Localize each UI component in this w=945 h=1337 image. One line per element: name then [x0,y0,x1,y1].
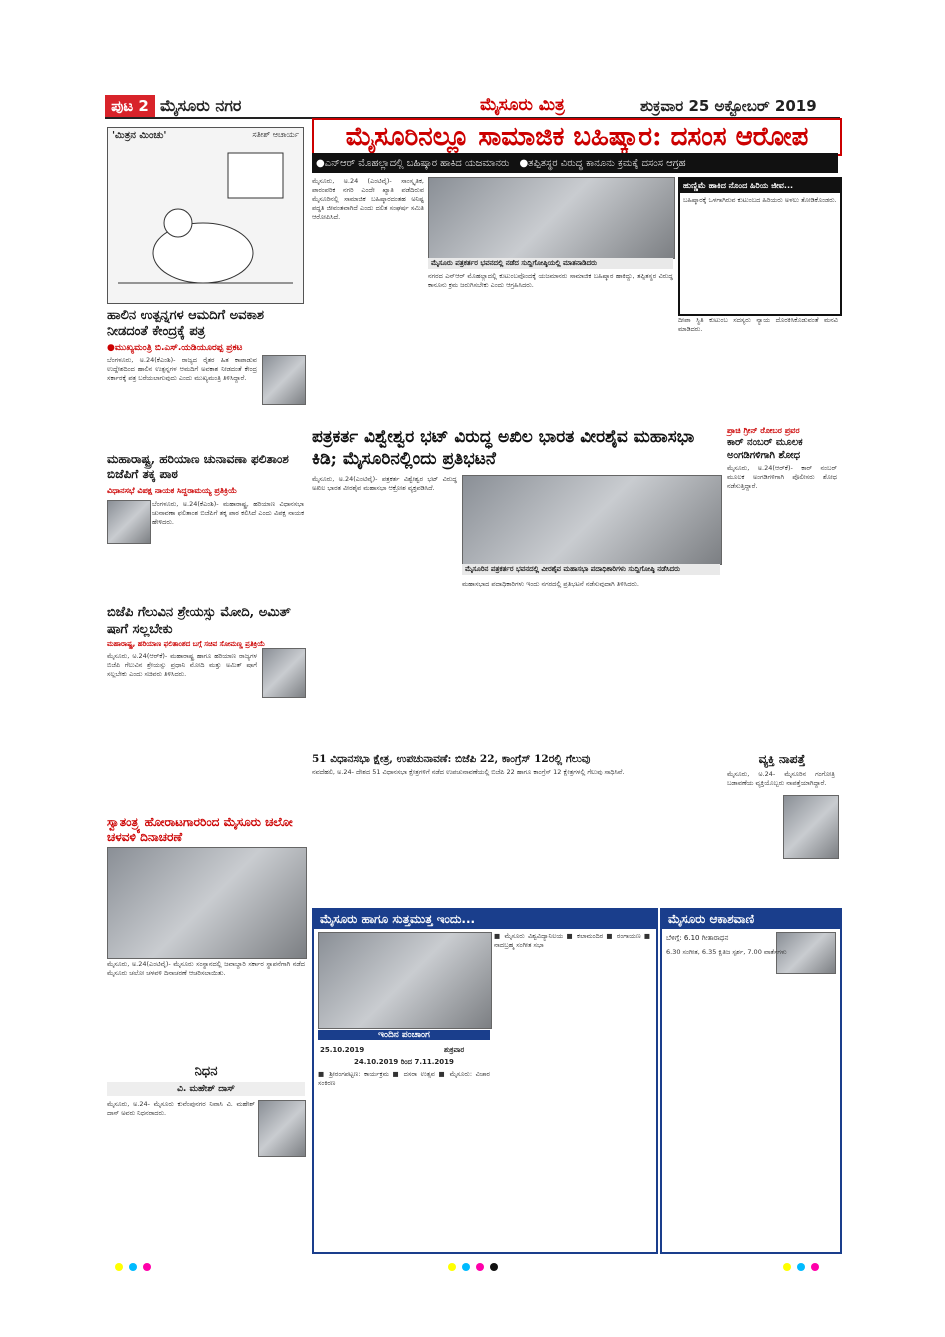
story6-caption: ಮೈಸೂರಿನ ಪತ್ರಕರ್ತರ ಭವನದಲ್ಲಿ ವೀರಶೈವ ಮಹಾಸಭಾ ಪದಾಧಿಕಾರಿಗಳು ಸುದ್ದಿಗೋಷ್ಠಿ ನಡೆಸಿದರು [462,564,720,575]
story4-body: ಮೈಸೂರು, ಅ.24(ಆರ್‌ಕೆ)- ಮಹಾರಾಷ್ಟ್ರ ಹಾಗೂ ಹರಿಯಾಣ ರಾಜ್ಯಗಳ ಬಿಜೆಪಿ ಗೆಲುವಿನ ಶ್ರೇಯಸ್ಸು ಪ್ರಧಾನಿ ಮೋದಿ ಮತ್ತು ಅಮಿತ್ ಷಾಗೆ ಸಲ್ಲಬೇಕು ಎಂದು ಸಚಿವರು ತಿಳಿಸಿದರು. [107,652,257,678]
cartoon-credit: ಸತೀಶ್ ಆಚಾರ್ಯ [252,130,299,139]
lead-quote-body: ಬಹಿಷ್ಕಾರಕ್ಕೆ ಒಳಗಾಗಿರುವ ಕುಟುಂಬದ ಹಿರಿಯರು ಅಳಲು ತೋಡಿಕೊಂಡರು. [683,196,837,204]
lead-body-col3: ದೀಪಾ ಸ್ಥಿತಿ ಕುಟುಂಬ ಸದಸ್ಯರು ನ್ಯಾಯ ದೊರಕಿಸಿಕೊಡುವಂತೆ ಮನವಿ ಮಾಡಿದರು. [678,316,838,333]
page-number-badge: ಪುಟ 2 [105,95,155,117]
lead-quote-box [678,177,842,316]
panchanga-title: ಇಂದಿನ ಪಂಚಾಂಗ [318,1030,490,1040]
story9-body: ಮೈಸೂರು, ಅ.24- ಮೈಸೂರಿನ ಗಂಗೋತ್ರಿ ಬಡಾವಣೆಯ ವ್ಯಕ್ತಿಯೊಬ್ಬರು ನಾಪತ್ತೆಯಾಗಿದ್ದಾರೆ. [727,770,835,787]
panchanga-date: 25.10.2019 [320,1046,365,1054]
story4-sub: ಮಹಾರಾಷ್ಟ್ರ, ಹರಿಯಾಣ ಫಲಿತಾಂಶದ ಬಗ್ಗೆ ಸಚಿವ ಸೋಮಣ್ಣ ಪ್ರತಿಕ್ರಿಯೆ [107,640,266,648]
lead-quote-head: ಹುಣ್ಣಿಮೆ ಹಾಕಿದ ನೊಂದ ಹಿರಿಯ ಜೀವ... [680,179,840,193]
story7-body: ಮೈಸೂರು, ಅ.24(ಆರ್‌ಕೆ)- ಕಾರ್ ನಂಬರ್ ಮೂಲಕ ಅಂಗಡಿಗಳಿಗಾಗಿ ಪೊಲೀಸರು ಶೋಧ ನಡೆಸುತ್ತಿದ್ದಾರೆ. [727,464,837,490]
panchanga-range: 24.10.2019 ರಿಂದ 7.11.2019 [354,1058,454,1066]
story5-headline: ಸ್ವಾತಂತ್ರ್ಯ ಹೋರಾಟಗಾರರಿಂದ ಮೈಸೂರು ಚಲೋ ಚಳವಳಿ ದಿನಾಚರಣೆ [107,815,293,844]
radio-box [660,908,842,1254]
story6-photo [462,475,722,565]
lead-photo-caption: ಮೈಸೂರು ಪತ್ರಕರ್ತರ ಭವನದಲ್ಲಿ ನಡೆದ ಸುದ್ದಿಗೋಷ್ಠಿಯಲ್ಲಿ ಮಾತನಾಡಿದರು [428,258,673,269]
obit-headline: ನಿಧನ [194,1064,218,1079]
lead-sub1: ●ಎನ್‌ಆರ್ ಮೊಹಲ್ಲಾದಲ್ಲಿ ಬಹಿಷ್ಕಾರ ಹಾಕಿದ ಯಜಮಾನರು [316,157,510,169]
story7-box [727,426,837,764]
palace-photo [318,932,492,1029]
lead-sub2: ●ತಪ್ಪಿತಸ್ಥರ ವಿರುದ್ಧ ಕಾನೂನು ಕ್ರಮಕ್ಕೆ ದಸಂಸ ಆಗ್ರಹ [519,157,686,169]
cartoon-title: 'ಮಿತ್ರನ ಮಿಂಚು' [112,130,167,141]
yediyurappa-photo [262,355,306,405]
story2-sub: ●ಮುಖ್ಯಮಂತ್ರಿ ಬಿ.ಎಸ್.ಯಡಿಯೂರಪ್ಪ ಪ್ರಕಟ [107,343,243,353]
story8-body: ನವದೆಹಲಿ, ಅ.24- ದೇಶದ 51 ವಿಧಾನಸಭಾ ಕ್ಷೇತ್ರಗಳಿಗೆ ನಡೆದ ಉಪಚುನಾವಣೆಯಲ್ಲಿ ಬಿಜೆಪಿ 22 ಹಾಗೂ ಕಾಂಗ್ರೆಸ್ 12 ಕ್ಷೇತ್ರಗಳಲ್ಲಿ ಗೆಲುವು ಸಾಧಿಸಿವೆ. [312,768,625,776]
story6-body-col1: ಮೈಸೂರು, ಅ.24(ಎಂಟಿವೈ)- ಪತ್ರಕರ್ತ ವಿಶ್ವೇಶ್ವರ ಭಟ್ ವಿರುದ್ಧ ಅಖಿಲ ಭಾರತ ವೀರಶೈವ ಮಹಾಸಭಾ ಆಕ್ರೋಶ ವ್ಯಕ್ತಪಡಿಸಿದೆ. [312,475,457,492]
today-events-col1: ■ ಶ್ರೀರಂಗಪಟ್ಟಣ: ಕಾರ್ಯಕ್ರಮ ■ ದಸರಾ ಉತ್ಸವ ■ ಮೈಸೂರು: ವಿಚಾರ ಸಂಕಿರಣ [318,1070,490,1087]
registration-marks-center [445,1256,501,1275]
story6-headline: ಪತ್ರಕರ್ತ ವಿಶ್ವೇಶ್ವರ ಭಟ್ ವಿರುದ್ಧ ಅಖಿಲ ಭಾರತ ವೀರಶೈವ ಮಹಾಸಭಾ ಕಿಡಿ; ಮೈಸೂರಿನಲ್ಲಿಂದು ಪ್ರತಿಭಟನೆ [312,427,695,469]
story6-body-col2: ಮಹಾಸಭಾದ ಪದಾಧಿಕಾರಿಗಳು ಇಂದು ನಗರದಲ್ಲಿ ಪ್ರತಿಭಟನೆ ನಡೆಸುವುದಾಗಿ ತಿಳಿಸಿದರು. [462,580,639,588]
story2-body: ಬೆಂಗಳೂರು, ಅ.24(ಕೆಎಂಶಿ)- ರಾಜ್ಯದ ರೈತರ ಹಿತ ಕಾಪಾಡುವ ಉದ್ದೇಶದಿಂದ ಹಾಲಿನ ಉತ್ಪನ್ನಗಳ ಆಮದಿಗೆ ಅವಕಾಶ ನೀಡದಂತೆ ಕೇಂದ್ರ ಸರ್ಕಾರಕ್ಕೆ ಪತ್ರ ಬರೆಯಲಾಗುವುದು ಎಂದು ಮುಖ್ಯಮಂತ್ರಿ ತಿಳಿಸಿದ್ದಾರೆ. [107,356,257,382]
story5-body: ಮೈಸೂರು, ಅ.24(ಎಂಟಿವೈ)- ಮೈಸೂರು ಸಂಸ್ಥಾನದಲ್ಲಿ ಜವಾಬ್ದಾರಿ ಸರ್ಕಾರ ಸ್ಥಾಪನೆಗಾಗಿ ನಡೆದ ಮೈಸೂರು ಚಲೋ ಚಳವಳಿ ದಿನಾಚರಣೆ ಆಚರಿಸಲಾಯಿತು. [107,960,305,977]
today-box [312,908,658,1254]
story4-headline: ಬಿಜೆಪಿ ಗೆಲುವಿನ ಶ್ರೇಯಸ್ಸು ಮೋದಿ, ಅಮಿತ್ ಷಾಗೆ ಸಲ್ಲಬೇಕು [107,605,291,637]
obit-body: ಮೈಸೂರು, ಅ.24- ಮೈಸೂರು ಕುವೆಂಪುನಗರ ನಿವಾಸಿ ವಿ. ಮಹೇಶ್ ದಾಸ್ ಅವರು ನಿಧನರಾದರು. [107,1100,255,1117]
registration-marks-right [780,1256,822,1275]
lead-body-col1: ಮೈಸೂರು, ಅ.24 (ಎಂಟಿವೈ)- ಸಾಂಸ್ಕೃತಿಕ, ಪಾರಂಪರಿಕ ನಗರಿ ಎಂದೇ ಖ್ಯಾತಿ ಪಡೆದಿರುವ ಮೈಸೂರಿನಲ್ಲಿ ಸಾಮಾಜಿಕ ಬಹಿಷ್ಕಾರದಂತಹ ಅನಿಷ್ಟ ಪದ್ಧತಿ ಜೀವಂತವಾಗಿದೆ ಎಂದು ದಲಿತ ಸಂಘರ್ಷ ಸಮಿತಿ ಆರೋಪಿಸಿದೆ. [312,177,424,221]
today-events-col2: ■ ಮೈಸೂರು ವಿಶ್ವವಿದ್ಯಾನಿಲಯ ■ ಕಲಾಮಂದಿರ ■ ರಂಗಾಯಣ ■ ನಾದಬ್ರಹ್ಮ ಸಂಗೀತ ಸಭಾ [494,932,650,949]
obit-name: ವಿ. ಮಹೇಶ್ ದಾಸ್ [107,1082,305,1096]
section-title: ಮೈಸೂರು ನಗರ [160,96,242,115]
cartoon-box [107,127,304,304]
story2-headline: ಹಾಲಿನ ಉತ್ಪನ್ನಗಳ ಆಮದಿಗೆ ಅವಕಾಶ ನೀಡದಂತೆ ಕೇಂದ್ರಕ್ಕೆ ಪತ್ರ [107,308,265,339]
lead-photo [428,177,675,259]
radio-schedule: 6.30 ಸಂಗೀತ, 6.35 ಕ್ಷಿತಿಜ ಸ್ಪರ್ಶ, 7.00 ವಾರ್ತೆಗಳು [666,948,787,956]
masthead: ಮೈಸೂರು ಮಿತ್ರ [480,95,565,115]
story7-kicker: ಪ್ರಾಚಿ ಗ್ರೀನ್ ರೋಬರ ಪ್ರವರ [727,426,800,435]
story3-sub: ವಿಧಾನಸಭೆ ವಿಪಕ್ಷ ನಾಯಕ ಸಿದ್ದರಾಮಯ್ಯ ಪ್ರತಿಕ್ರಿಯೆ [107,486,238,495]
cartoon-illustration [108,143,301,298]
issue-date: ಶುಕ್ರವಾರ 25 ಅಕ್ಟೋಬರ್ 2019 [640,97,817,115]
panchanga-weekday: ಶುಕ್ರವಾರ [444,1046,465,1054]
story9-headline: ವ್ಯಕ್ತಿ ನಾಪತ್ತೆ [758,752,806,766]
somanna-photo [262,648,306,698]
registration-marks-left [112,1256,154,1275]
lead-headline: ಮೈಸೂರಿನಲ್ಲೂ ಸಾಮಾಜಿಕ ಬಹಿಷ್ಕಾರ: ದಸಂಸ ಆರೋಪ [312,118,842,156]
obit-photo [258,1100,306,1157]
lead-subheads [312,153,838,173]
lead-body-col2: ನಗರದ ಎನ್‌ಆರ್ ಮೊಹಲ್ಲಾದಲ್ಲಿ ಕುಟುಂಬವೊಂದಕ್ಕೆ ಯಜಮಾನರು ಸಾಮಾಜಿಕ ಬಹಿಷ್ಕಾರ ಹಾಕಿದ್ದು, ತಪ್ಪಿತಸ್ಥರ ವಿರುದ್ಧ ಕಾನೂನು ಕ್ರಮ ಜರುಗಿಸಬೇಕು ಎಂದು ಆಗ್ರಹಿಸಿದರು. [428,272,673,289]
siddaramaiah-photo [107,500,151,544]
story8-headline: 51 ವಿಧಾನಸಭಾ ಕ್ಷೇತ್ರ, ಉಪಚುನಾವಣೆ: ಬಿಜೆಪಿ 22, ಕಾಂಗ್ರೆಸ್ 12ರಲ್ಲಿ ಗೆಲುವು [312,753,591,765]
story3-body: ಬೆಂಗಳೂರು, ಅ.24(ಕೆಎಂಶಿ)- ಮಹಾರಾಷ್ಟ್ರ, ಹರಿಯಾಣ ವಿಧಾನಸಭಾ ಚುನಾವಣಾ ಫಲಿತಾಂಶ ಬಿಜೆಪಿಗೆ ತಕ್ಕ ಪಾಠ ಕಲಿಸಿದೆ ಎಂದು ವಿಪಕ್ಷ ನಾಯಕ ಹೇಳಿದರು. [152,500,304,526]
story7-headline: ಕಾರ್ ನಂಬರ್ ಮೂಲಕ ಅಂಗಡಿಗಳಿಗಾಗಿ ಶೋಧ [727,437,803,461]
freedom-fighters-photo [107,847,307,959]
radio-headline: ಮೈಸೂರು ಆಕಾಶವಾಣಿ [662,910,840,929]
today-headline: ಮೈಸೂರು ಹಾಗೂ ಸುತ್ತಮುತ್ತ ಇಂದು... [314,910,656,929]
radio-time: ಬೆಳಿಗ್ಗೆ: 6.10 ಗೀತಾರಾಧನ [666,934,729,942]
story3-headline: ಮಹಾರಾಷ್ಟ್ರ, ಹರಿಯಾಣ ಚುನಾವಣಾ ಫಲಿತಾಂಶ ಬಿಜೆಪಿಗೆ ತಕ್ಕ ಪಾಠ [107,452,289,481]
